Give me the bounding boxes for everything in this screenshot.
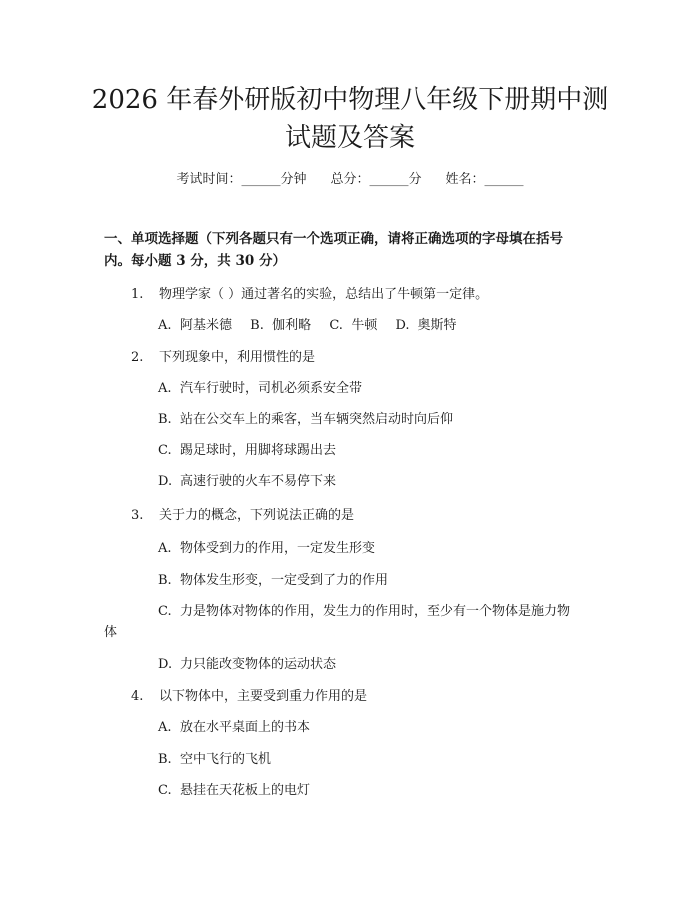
total-score-field: 总分：______分: [330, 172, 422, 187]
page-title-line2: 试题及答案: [284, 123, 415, 153]
question-text: 以下物体中，主要受到重力作用的是: [159, 689, 368, 704]
question-number: 4.: [131, 689, 144, 704]
option-d: D. 力只能改变物体的运动状态: [158, 657, 337, 672]
option-a: A. 放在水平桌面上的书本: [158, 720, 311, 735]
student-name-field: 姓名：______: [445, 172, 524, 187]
option-c: C. 悬挂在天花板上的电灯: [158, 783, 311, 798]
option-a: A. 汽车行驶时，司机必须系安全带: [158, 381, 363, 396]
option-c: C. 力是物体对物体的作用，发生力的作用时，至少有一个物体是施力物: [158, 604, 571, 619]
option-a: A. 物体受到力的作用，一定发生形变: [158, 541, 376, 556]
question-text: 下列现象中，利用惯性的是: [159, 350, 316, 365]
exam-meta: [0, 168, 700, 187]
option-c: C. 踢足球时，用脚将球踢出去: [158, 443, 337, 458]
question-4: [131, 685, 367, 704]
question-2: [131, 346, 315, 365]
question-3: [131, 504, 354, 523]
question-1: [131, 283, 488, 302]
exam-time-field: 考试时间：______分钟: [176, 172, 307, 187]
option-b: B. 物体发生形变，一定受到了力的作用: [158, 573, 389, 588]
option-d: D. 高速行驶的火车不易停下来: [158, 474, 337, 489]
question-number: 2.: [131, 350, 144, 365]
page-title: 2026 年春外研版初中物理八年级下册期中测: [91, 85, 609, 115]
question-number: 3.: [131, 508, 144, 523]
question-1-options: [158, 314, 470, 333]
option-a: A. 阿基米德: [158, 318, 233, 333]
question-text: 关于力的概念，下列说法正确的是: [159, 508, 355, 523]
question-text: 物理学家（ ）通过著名的实验，总结出了牛顿第一定律。: [159, 287, 489, 302]
option-c: C. 牛顿: [329, 318, 378, 333]
option-b: B. 站在公交车上的乘客，当车辆突然启动时向后仰: [158, 412, 454, 427]
option-b: B. 伽利略: [250, 318, 312, 333]
option-c-wrap: 体: [104, 625, 118, 640]
section-heading: 一、单项选择题（下列各题只有一个选项正确，请将正确选项的字母填在括号: [104, 231, 563, 247]
question-number: 1.: [131, 287, 144, 302]
option-d: D. 奥斯特: [395, 318, 457, 333]
section-heading-line2: 内。每小题 3 分，共 30 分）: [104, 253, 286, 269]
option-b: B. 空中飞行的飞机: [158, 752, 272, 767]
